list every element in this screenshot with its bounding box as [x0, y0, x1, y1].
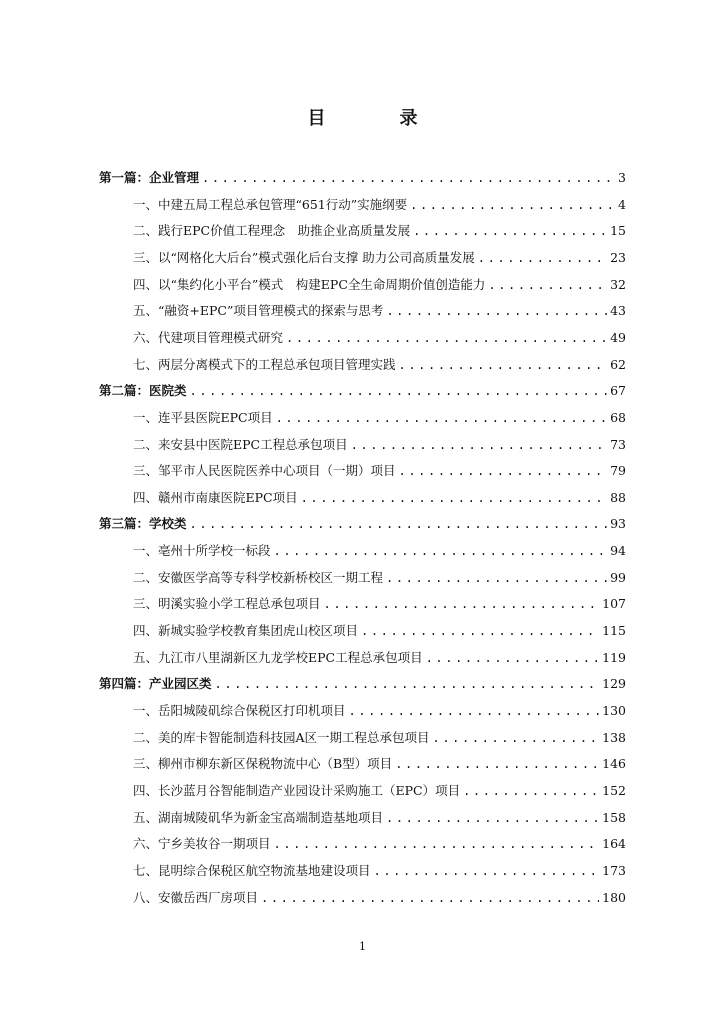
toc-part-entry[interactable]	[99, 675, 626, 693]
toc-entry-page: 158	[602, 809, 626, 825]
toc-entry-page: 23	[610, 249, 626, 265]
toc-entry-label: 二、安徽医学高等专科学校新桥校区一期工程	[133, 569, 384, 585]
toc-item-entry[interactable]	[133, 462, 626, 480]
toc-entry-page: 49	[610, 329, 626, 345]
dot-leader	[351, 436, 607, 454]
toc-item-entry[interactable]	[133, 249, 626, 267]
toc-entry-label: 二、践行EPC价值工程理念 助推企业高质量发展	[133, 223, 411, 239]
toc-item-entry[interactable]	[133, 489, 626, 507]
toc-entry-page: 79	[610, 463, 626, 479]
dot-leader	[324, 595, 600, 613]
toc-entry-label: 四、长沙蓝月谷智能制造产业园设计采购施工（EPC）项目	[133, 782, 461, 798]
toc-entry-page: 32	[610, 276, 626, 292]
dot-leader	[286, 329, 607, 347]
toc-entry-page: 4	[618, 196, 626, 212]
dot-leader	[488, 276, 607, 294]
dot-leader	[215, 675, 600, 693]
toc-item-entry[interactable]	[133, 702, 626, 720]
toc-entry-page: 152	[602, 782, 626, 798]
toc-item-entry[interactable]	[133, 622, 626, 640]
toc-entry-label: 一、岳阳城陵矶综合保税区打印机项目	[133, 703, 346, 718]
toc-entry-label: 第四篇：产业园区类	[99, 676, 212, 692]
toc-item-entry[interactable]	[133, 649, 626, 667]
toc-item-entry[interactable]	[133, 356, 626, 374]
dot-leader	[274, 835, 600, 853]
dot-leader	[463, 782, 599, 800]
toc-entry-page: 107	[602, 596, 626, 612]
toc-entry-label: 第三篇：学校类	[99, 516, 187, 532]
dot-leader	[413, 222, 607, 240]
toc-item-entry[interactable]	[133, 276, 626, 294]
toc-entry-label: 第二篇：医院类	[99, 383, 187, 399]
toc-entry-page: 138	[602, 729, 626, 745]
toc-item-entry[interactable]	[133, 809, 626, 827]
toc-entry-label: 五、湖南城陵矶华为新金宝高端制造基地项目	[133, 809, 384, 825]
toc-entry-label: 八、安徽岳西厂房项目	[133, 889, 259, 905]
dot-leader	[426, 649, 600, 667]
toc-entry-page: 146	[602, 756, 626, 772]
toc-entry-label: 五、“融资+EPC”项目管理模式的探索与思考	[133, 303, 384, 319]
toc-item-entry[interactable]	[133, 862, 626, 880]
toc-entry-label: 二、美的库卡智能制造科技园A区一期工程总承包项目	[133, 729, 430, 745]
toc-entry-label: 四、以“集约化小平台”模式 构建EPC全生命周期价值创造能力	[133, 276, 486, 292]
dot-leader	[274, 542, 608, 560]
toc-entry-page: 67	[610, 383, 626, 399]
toc-title: 目 录	[307, 108, 446, 129]
toc-item-entry[interactable]	[133, 755, 626, 773]
dot-leader	[374, 862, 600, 880]
toc-entry-label: 六、代建项目管理模式研究	[133, 329, 284, 345]
toc-item-entry[interactable]	[133, 542, 626, 560]
toc-entry-page: 62	[610, 356, 626, 372]
dot-leader	[410, 196, 615, 214]
toc-item-entry[interactable]	[133, 329, 626, 347]
toc-item-entry[interactable]	[133, 196, 626, 214]
dot-leader	[433, 729, 600, 747]
toc-entry-page: 180	[602, 889, 626, 905]
toc-entry-label: 二、来安县中医院EPC工程总承包项目	[133, 436, 348, 452]
dot-leader	[190, 382, 608, 400]
toc-entry-label: 三、以“网格化大后台”模式强化后台支撑 助力公司高质量发展	[133, 249, 475, 265]
toc-entry-page: 3	[618, 170, 626, 185]
dot-leader	[276, 409, 607, 427]
toc-item-entry[interactable]	[133, 409, 626, 427]
dot-leader	[202, 169, 615, 187]
toc-item-entry[interactable]	[133, 595, 626, 613]
dot-leader	[386, 569, 607, 587]
toc-item-entry[interactable]	[133, 436, 626, 454]
toc-entry-label: 三、明溪实验小学工程总承包项目	[133, 596, 321, 612]
toc-entry-label: 三、柳州市柳东新区保税物流中心（B型）项目	[133, 756, 393, 772]
toc-entry-label: 第一篇：企业管理	[99, 170, 200, 185]
toc-entry-label: 六、宁乡美妆谷一期项目	[133, 836, 271, 852]
toc-item-entry[interactable]	[133, 302, 626, 320]
toc-entry-page: 164	[602, 836, 626, 852]
dot-leader	[478, 249, 607, 267]
page-number: 1	[359, 940, 366, 953]
toc-part-entry[interactable]	[99, 169, 626, 187]
dot-leader	[361, 622, 599, 640]
toc-item-entry[interactable]	[133, 889, 626, 907]
toc-entry-page: 94	[610, 543, 626, 559]
dot-leader	[261, 889, 599, 907]
dot-leader	[349, 702, 600, 720]
toc-entry-page: 173	[602, 862, 626, 878]
toc-entry-label: 三、邹平市人民医院医养中心项目（一期）项目	[133, 463, 396, 479]
toc-entry-label: 七、昆明综合保税区航空物流基地建设项目	[133, 862, 371, 878]
toc-part-entry[interactable]	[99, 382, 626, 400]
toc-entry-page: 119	[602, 649, 626, 665]
toc-entry-label: 七、两层分离模式下的工程总承包项目管理实践	[133, 356, 396, 372]
toc-item-entry[interactable]	[133, 835, 626, 853]
dot-leader	[301, 489, 607, 507]
toc-entry-label: 四、赣州市南康医院EPC项目	[133, 489, 298, 505]
toc-entry-page: 99	[610, 569, 626, 585]
toc-entry-label: 一、中建五局工程总承包管理“651行动”实施纲要	[133, 196, 408, 212]
toc-item-entry[interactable]	[133, 569, 626, 587]
dot-leader	[395, 755, 599, 773]
toc-item-entry[interactable]	[133, 729, 626, 747]
toc-entry-page: 73	[610, 436, 626, 452]
toc-item-entry[interactable]	[133, 222, 626, 240]
dot-leader	[399, 462, 608, 480]
toc-entry-page: 68	[610, 409, 626, 425]
toc-entry-page: 93	[610, 516, 626, 532]
toc-part-entry[interactable]	[99, 515, 626, 533]
toc-entry-page: 15	[610, 223, 626, 239]
toc-entry-page: 115	[602, 623, 626, 639]
toc-entry-label: 一、亳州十所学校一标段	[133, 543, 271, 559]
dot-leader	[386, 809, 599, 827]
dot-leader	[386, 302, 607, 320]
toc-entry-page: 130	[602, 703, 626, 718]
toc-item-entry[interactable]	[133, 782, 626, 800]
dot-leader	[190, 515, 608, 533]
toc-entry-page: 43	[610, 303, 626, 319]
toc-entry-page: 129	[602, 676, 626, 692]
toc-entry-label: 一、连平县医院EPC项目	[133, 409, 273, 425]
dot-leader	[399, 356, 608, 374]
toc-entry-label: 五、九江市八里湖新区九龙学校EPC工程总承包项目	[133, 649, 423, 665]
toc-entry-label: 四、新城实验学校教育集团虎山校区项目	[133, 623, 359, 639]
toc-entry-page: 88	[610, 489, 626, 505]
